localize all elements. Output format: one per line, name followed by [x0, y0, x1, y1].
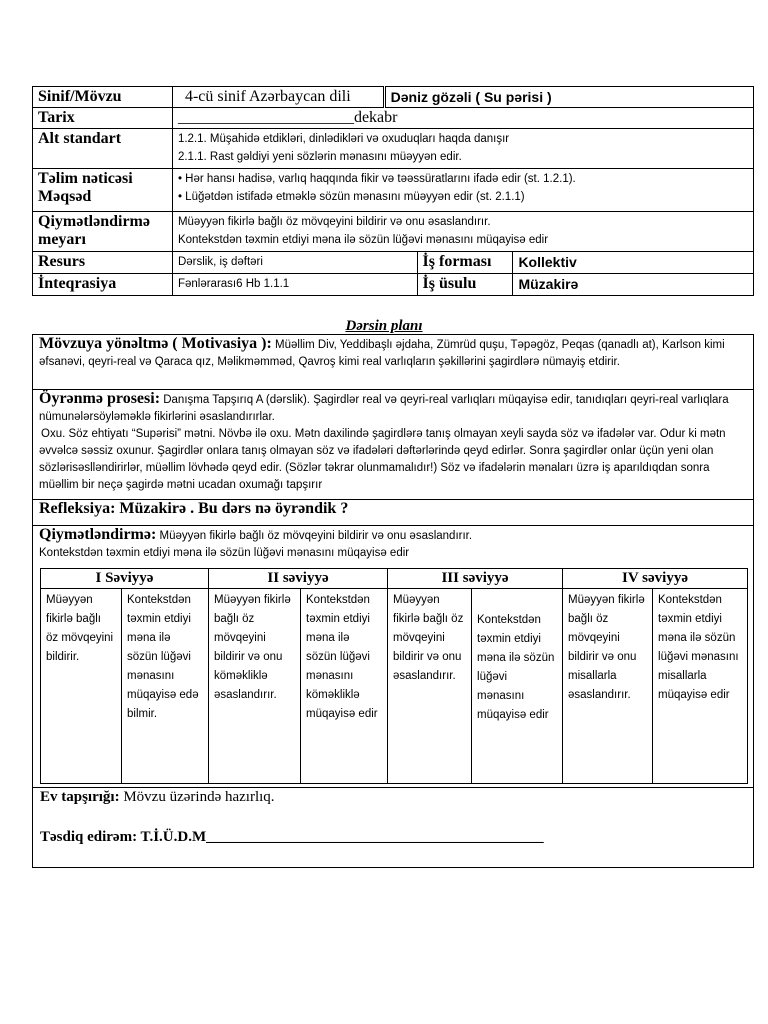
sinif-value: 4-cü sinif Azərbaycan dili	[172, 87, 384, 108]
qiymetlendirme-label: Qiymətləndirmə:	[39, 526, 157, 543]
tarix-value: ______________________dekabr	[172, 108, 753, 129]
level-cell: Kontekstdən təxmin etdiyi mənа ilə sözün lüğəvi mənasını müqayisə edir	[472, 589, 563, 784]
plan-title: Dərsin planı	[345, 318, 423, 334]
oyrenme-text: Danışma Tapşırıq A (dərslik). Şagirdlər real və qeyri-real varlıqları müqayisə edir, tanıdıqları qeyri-real varlıqlara nümunələrsöyləməklə fikirlərini əsaslandırırlar.	[39, 394, 729, 423]
refleksiya-text: Refleksiya: Müzakirə . Bu dərs nə öyrəndik ?	[39, 500, 349, 517]
level-header: II səviyyə	[209, 569, 388, 589]
alt-standart-line: 2.1.1. Rast gəldiyi yeni sözlərin mənasını müəyyən edir.	[177, 151, 462, 163]
is-usulu-value: Müzakirə	[513, 274, 754, 296]
level-header: III səviyyə	[388, 569, 563, 589]
is-formasi-label: İş forması	[417, 252, 513, 274]
sinif-label: Sinif/Mövzu	[33, 87, 173, 108]
meyar-line: Müəyyən fikirlə bağlı öz mövqeyini bildirir və onu əsaslandırır.	[177, 216, 491, 228]
alt-standart-line: 1.2.1. Müşahidə etdikləri, dinlədikləri və oxuduqları haqda danışır	[177, 133, 510, 145]
level-header: IV səviyyə	[563, 569, 748, 589]
ev-text: Mövzu üzərində hazırlıq.	[123, 789, 275, 805]
level-cell: Müəyyən fikirlə bağlı öz mövqeyini bildirir və onu misallarla əsaslandırır.	[563, 589, 653, 784]
oyrenme-text-2: Oxu. Söz ehtiyatı “Supərisi” mətni. Növbə ilə oxu. Mətn daxilində şagirdlərə tanış olmayan xeyli sayda söz və ifadələr var. Odur ki mətn əvvəlcə səssiz oxunur. Şagirdlər onlara tanış olmayan söz və ifadələri dəftərlərində qeyd edirlər. Sonra şagirdlər onlar üçün yeni olan sözlərisəslləndirirlər, müəllim lövhədə qeyd edir. (Sözlər təkrar olunmamalıdır!) Söz və ifadələrin mənaları üzrə iş aparıldıqdan sonra müəllim bir neçə şagirdə mətni ucadan oxumağı tapşırır	[39, 428, 726, 491]
tarix-label: Tarix	[33, 108, 173, 129]
level-cell: Kontekstdən təxmin etdiyi mənа ilə sözün lüğəvi mənasını köməkliklə müqayisə edir	[301, 589, 388, 784]
tesdiq-line: Təsdiq edirəm: T.İ.Ü.D.M_____________________________________________	[40, 829, 544, 845]
oyrenme-section	[33, 389, 753, 499]
motivasiya-text: Müəllim Div, Yeddibaşlı əjdaha, Zümrüd quşu, Təpəgöz, Peqas (qanadlı at), Karlson kimi əfsanəvi, qeyri-real və Qaraca qız, Məlikməmməd, Qavroş kimi real varlıqların şəkillərini şagirdlərə nümayiş etdirir.	[39, 339, 725, 368]
qiymetlendirme-line: Müəyyən fikirlə bağlı öz mövqeyini bildirir və onu əsaslandırır.	[159, 530, 473, 542]
refleksiya-section	[33, 499, 753, 525]
inteqrasiya-label: İnteqrasiya	[33, 274, 173, 296]
is-formasi-value: Kollektiv	[513, 252, 754, 274]
ev-label: Ev tapşırığı:	[40, 789, 120, 805]
qiymetlendirme-meyari-label: Qiymətləndirmə meyarı	[33, 212, 173, 252]
qiymetlendirme-line: Kontekstdən təxmin etdiyi mənа ilə sözün lüğəvi mənasını müqayisə edir	[39, 547, 410, 559]
alt-standart-label: Alt standart	[33, 129, 173, 169]
is-usulu-label: İş üsulu	[417, 274, 513, 296]
telim-line: • Hər hansı hadisə, varlıq haqqında fikir və təəssüratlarını ifadə edir (st. 1.2.1).	[177, 173, 576, 185]
level-cell: Kontekstdən təxmin etdiyi mənа ilə sözün lüğəvi mənasını müqayisə edə bilmir.	[122, 589, 209, 784]
motivasiya-label: Mövzuya yönəltmə ( Motivasiya ):	[39, 335, 272, 352]
level-cell: Müəyyən fikirlə bağlı öz mövqeyini bildirir.	[41, 589, 122, 784]
lesson-info-table	[32, 86, 754, 296]
meyar-line: Kontekstdən təxmin etdiyi mənа ilə sözün lüğəvi mənasını müqayisə edir	[177, 234, 549, 246]
level-cell: Müəyyən fikirlə bağlı öz mövqeyini bildirir və onu köməkliklə əsaslandırır.	[209, 589, 301, 784]
resurs-value: Dərslik, iş dəftəri	[172, 252, 417, 274]
telim-neticesi-label: Təlim nəticəsi Məqsəd	[33, 169, 173, 212]
level-cell: Müəyyən fikirlə bağlı öz mövqeyini bildirir və onu əsaslandırır.	[388, 589, 472, 784]
oyrenme-label: Öyrənmə prosesi:	[39, 390, 161, 407]
movzu-value: Dəniz gözəli ( Su pərisi )	[384, 87, 753, 108]
levels-table	[40, 568, 748, 784]
resurs-label: Resurs	[33, 252, 173, 274]
motivasiya-section	[33, 335, 753, 389]
ev-tapshirigi	[40, 789, 275, 806]
level-header: I Səviyyə	[41, 569, 209, 589]
telim-line: • Lüğətdən istifadə etməklə sözün mənasını müəyyən edir (st. 2.1.1)	[177, 191, 525, 203]
level-cell: Kontekstdən təxmin etdiyi mənа ilə sözün lüğəvi mənasını misallarla müqayisə edir	[653, 589, 748, 784]
inteqrasiya-value: Fənlərarası6 Hb 1.1.1	[172, 274, 417, 296]
